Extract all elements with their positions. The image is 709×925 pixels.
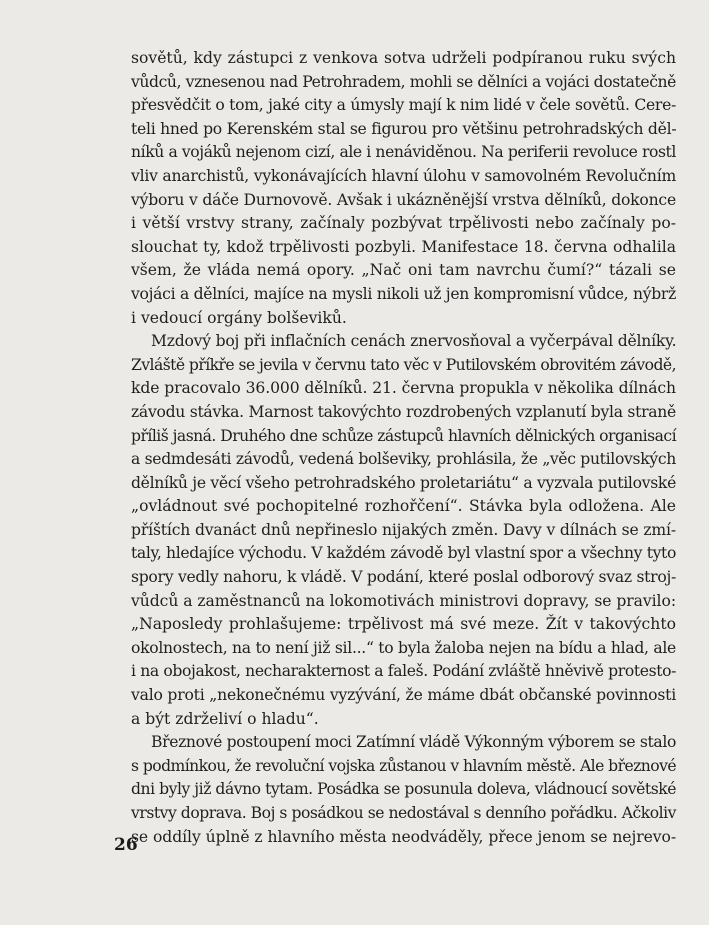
text-line: dělníků je věcí všeho petrohradského proletariátu“ a vyzvala putilovské <box>131 473 677 492</box>
text-line: i vedoucí orgány bolševiků. <box>131 308 347 327</box>
text-line: Mzdový boj při inflačních cenách znervosňoval a vyčerpával dělníky. <box>151 332 677 351</box>
text-line: se oddíly úplně z hlavního města neodváděly, přece jenom se nejrevo- <box>131 827 677 846</box>
text-line: i na obojakost, necharakternost a faleš. Podání zvláště hněvivě protesto- <box>131 662 677 681</box>
text-line: slouchat ty, kdož trpělivosti pozbyli. Manifestace 18. června odhalila <box>131 237 676 256</box>
paragraph <box>131 731 676 849</box>
text-line: kde pracovalo 36.000 dělníků. 21. června propukla v několika dílnách <box>131 379 676 398</box>
text-line: spory vedly nahoru, k vládě. V podání, které poslal odborový svaz stroj- <box>131 568 677 587</box>
text-line: příliš jasná. Druhého dne schůze zástupců hlavních dělnických organisací <box>131 426 677 445</box>
text-line: příštích dvanáct dnů nepřineslo nijakých změn. Davy v dílnách se zmí- <box>131 520 676 539</box>
text-line: a být zdrželiví o hladu“. <box>131 709 319 728</box>
text-line: vůdců, vznesenou nad Petrohradem, mohli se dělníci a vojáci dostatečně <box>131 72 676 91</box>
text-line: s podmínkou, že revoluční vojska zůstanou v hlavním městě. Ale březnové <box>131 756 677 775</box>
text-line: dni byly již dávno tytam. Posádka se posunula doleva, vládnoucí sovětské <box>131 780 677 799</box>
text-line: okolnostech, na to není již sil...“ to byla žaloba nejen na bídu a hlad, ale <box>131 638 676 657</box>
text-line: teli hned po Kerenském stal se figurou pro většinu petrohradských děl- <box>131 119 677 138</box>
text-line: „Naposledy prohlašujeme: trpělivost má své meze. Žít v takovýchto <box>131 615 676 634</box>
text-line: „ovládnout své pochopitelné rozhořčení“. Stávka byla odložena. Ale <box>131 497 676 516</box>
paragraph <box>131 47 676 330</box>
text-line: i větší vrstvy strany, začínaly pozbývat trpělivosti nebo začínaly po- <box>131 214 676 233</box>
body-text <box>131 47 676 849</box>
text-line: Březnové postoupení moci Zatímní vládě Výkonným výborem se stalo <box>151 733 677 752</box>
text-line: a sedmdesáti závodů, vedená bolševiky, prohlásila, že „věc putilovských <box>131 450 676 469</box>
text-line: valo proti „nekonečnému vyzývání, že máme dbát občanské povinnosti <box>131 686 677 705</box>
text-line: vůdců a zaměstnanců na lokomotivách ministrovi dopravy, se pravilo: <box>131 591 677 610</box>
text-line: taly, hledajíce východu. V každém závodě byl vlastní spor a všechny tyto <box>131 544 676 563</box>
text-line: výboru v dáče Durnovově. Avšak i ukázněnější vrstva dělníků, dokonce <box>131 190 676 209</box>
text-line: všem, že vláda nemá opory. „Nač oni tam navrchu čumí?“ tázali se <box>131 261 676 280</box>
text-line: sovětů, kdy zástupci z venkova sotva udrželi podpíranou ruku svých <box>131 49 676 67</box>
text-line: závodu stávka. Marnost takovýchto rozdrobených vzplanutí byla straně <box>131 402 676 421</box>
text-line: Zvláště příkře se jevila v červnu tato věc v Putilovském obrovitém závodě, <box>131 355 676 374</box>
text-line: vrstvy doprava. Boj s posádkou se nedostával s denního pořádku. Ačkoliv <box>131 804 677 822</box>
text-line: vliv anarchistů, vykonávajících hlavní úlohu v samovolném Revolučním <box>131 166 677 185</box>
paragraph <box>131 330 676 731</box>
text-line: přesvědčit o tom, jaké city a úmysly mají k nim lidé v čele sovětů. Cere- <box>131 96 676 115</box>
page-number: 26 <box>114 835 138 855</box>
text-line: níků a vojáků nejenom cizí, ale i nenáviděnou. Na periferii revoluce rostl <box>131 143 676 162</box>
text-line: vojáci a dělníci, majíce na mysli nikoli už jen kompromisní vůdce, nýbrž <box>131 284 676 303</box>
